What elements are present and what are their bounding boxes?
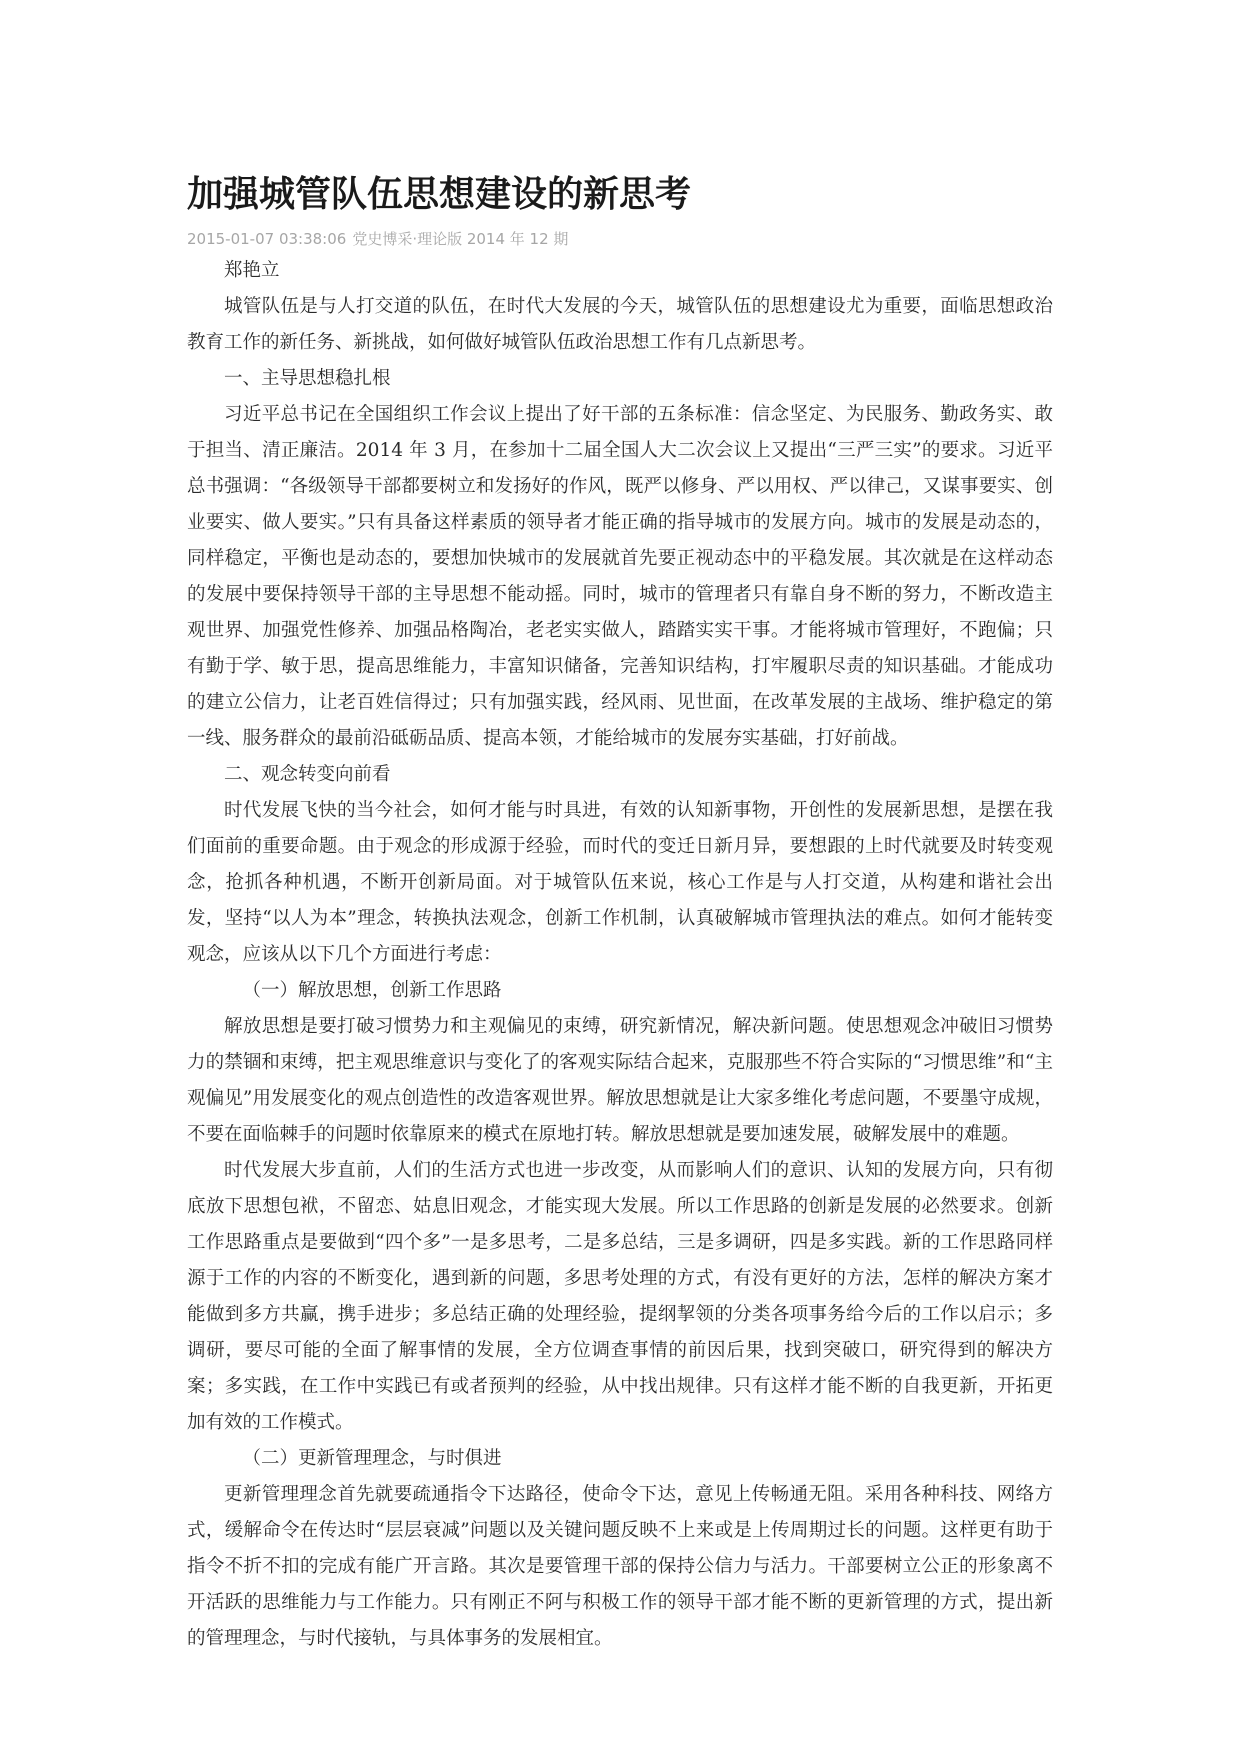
paragraph: 解放思想是要打破习惯势力和主观偏见的束缚，研究新情况，解决新问题。使思想观念冲破旧习惯势力的禁锢和束缚，把主观思维意识与变化了的客观实际结合起来，克服那些不符合实际的“习惯思维”和“主观偏见”用发展变化的观点创造性的改造客观世界。解放思想就是让大家多维化考虑问题，不要墨守成规，不要在面临棘手的问题时依靠原来的模式在原地打转。解放思想就是要加速发展，破解发展中的难题。 (187, 1016, 1053, 1145)
article-author: 郑艳立 (224, 260, 280, 281)
paragraph: 时代发展大步直前，人们的生活方式也进一步改变，从而影响人们的意识、认知的发展方向，只有彻底放下思想包袱，不留恋、姑息旧观念，才能实现大发展。所以工作思路的创新是发展的必然要求。创新工作思路重点是要做到“四个多”一是多思考，二是多总结，三是多调研，四是多实践。新的工作思路同样源于工作的内容的不断变化，遇到新的问题，多思考处理的方式，有没有更好的方法，怎样的解决方案才能做到多方共赢，携手进步；多总结正确的处理经验，提纲挈领的分类各项事务给今后的工作以启示；多调研，要尽可能的全面了解事情的发展，全方位调查事情的前因后果，找到突破口，研究得到的解决方案；多实践，在工作中实践已有或者预判的经验，从中找出规律。只有这样才能不断的自我更新，开拓更加有效的工作模式。 (187, 1160, 1053, 1433)
article-meta (187, 227, 1053, 251)
section-heading: 一、主导思想稳扎根 (224, 368, 391, 389)
publish-datetime: 2015-01-07 03:38:06 (187, 230, 347, 248)
article-page (187, 172, 1053, 1657)
subsection-heading: （一）解放思想，创新工作思路 (242, 980, 502, 1001)
paragraph: 城管队伍是与人打交道的队伍，在时代大发展的今天，城管队伍的思想建设尤为重要，面临思想政治教育工作的新任务、新挑战，如何做好城管队伍政治思想工作有几点新思考。 (187, 296, 1053, 353)
article-body (187, 253, 1053, 1657)
article-title: 加强城管队伍思想建设的新思考 (187, 174, 692, 215)
paragraph: 更新管理理念首先就要疏通指令下达路径，使命令下达，意见上传畅通无阻。采用各种科技、网络方式，缓解命令在传达时“层层衰减”问题以及关键问题反映不上来或是上传周期过长的问题。这样更有助于指令不折不扣的完成有能广开言路。其次是要管理干部的保持公信力与活力。干部要树立公正的形象离不开活跃的思维能力与工作能力。只有刚正不阿与积极工作的领导干部才能不断的更新管理的方式，提出新的管理理念，与时代接轨，与具体事务的发展相宜。 (187, 1484, 1053, 1649)
paragraph: 时代发展飞快的当今社会，如何才能与时具进，有效的认知新事物，开创性的发展新思想，是摆在我们面前的重要命题。由于观念的形成源于经验，而时代的变迁日新月异，要想跟的上时代就要及时转变观念，抢抓各种机遇，不断开创新局面。对于城管队伍来说，核心工作是与人打交道，从构建和谐社会出发，坚持“以人为本”理念，转换执法观念，创新工作机制，认真破解城市管理执法的难点。如何才能转变观念，应该从以下几个方面进行考虑： (187, 800, 1053, 965)
paragraph: 习近平总书记在全国组织工作会议上提出了好干部的五条标准：信念坚定、为民服务、勤政务实、敢于担当、清正廉洁。2014 年 3 月，在参加十二届全国人大二次会议上又提出“三严三实”的要求。习近平总书强调：“各级领导干部都要树立和发扬好的作风，既严以修身、严以用权、严以律己，又谋事要实、创业要实、做人要实。”只有具备这样素质的领导者才能正确的指导城市的发展方向。城市的发展是动态的，同样稳定，平衡也是动态的，要想加快城市的发展就首先要正视动态中的平稳发展。其次就是在这样动态的发展中要保持领导干部的主导思想不能动摇。同时，城市的管理者只有靠自身不断的努力，不断改造主观世界、加强党性修养、加强品格陶冶，老老实实做人，踏踏实实干事。才能将城市管理好，不跑偏；只有勤于学、敏于思，提高思维能力，丰富知识储备，完善知识结构，打牢履职尽责的知识基础。才能成功的建立公信力，让老百姓信得过；只有加强实践，经风雨、见世面，在改革发展的主战场、维护稳定的第一线、服务群众的最前沿砥砺品质、提高本领，才能给城市的发展夯实基础，打好前战。 (187, 404, 1053, 749)
subsection-heading: （二）更新管理理念，与时俱进 (242, 1448, 502, 1469)
publication-source: 党史博采·理论版 2014 年 12 期 (352, 230, 569, 248)
section-heading: 二、观念转变向前看 (224, 764, 391, 785)
